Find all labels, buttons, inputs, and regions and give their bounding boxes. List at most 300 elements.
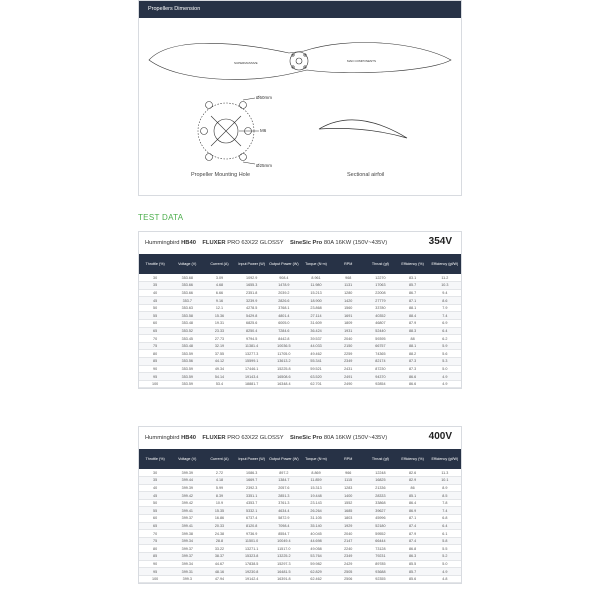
table-cell: 8.961: [300, 274, 332, 282]
table-cell: 38.37: [203, 553, 235, 561]
table-cell: 2491: [332, 373, 364, 381]
table-cell: 2429: [332, 560, 364, 568]
table-cell: 4.18: [203, 477, 235, 485]
table-cell: 3.09: [203, 274, 235, 282]
table-cell: 353.66: [171, 289, 203, 297]
table-cell: 2.72: [203, 469, 235, 477]
table-cell: 8554.7: [268, 530, 300, 538]
table-row: [139, 282, 461, 290]
table-cell: 9.16: [203, 297, 235, 305]
table-cell: 399.31: [171, 568, 203, 576]
table-cell: 39.537: [300, 335, 332, 343]
table-cell: 86.8: [397, 545, 429, 553]
table-cell: 8250.4: [236, 327, 268, 335]
table-cell: 2349: [332, 553, 364, 561]
table-cell: 95: [139, 373, 171, 381]
table-cell: 399.41: [171, 522, 203, 530]
table-cell: 59395: [364, 335, 396, 343]
table-cell: 5.8: [429, 537, 461, 545]
table-row: [139, 320, 461, 328]
caption-brand: Hummingbird: [145, 240, 180, 246]
table-cell: 70: [139, 335, 171, 343]
table-cell: 10049.4: [268, 537, 300, 545]
table-row: [139, 492, 461, 500]
table-cell: 80: [139, 545, 171, 553]
table-cell: 9794.5: [236, 335, 268, 343]
table-cell: 399.34: [171, 560, 203, 568]
table-body: [139, 469, 461, 583]
table-cell: 21336: [364, 484, 396, 492]
table-cell: 5.0: [429, 560, 461, 568]
table-cell: 40.045: [300, 530, 332, 538]
table-cell: 2040: [332, 530, 364, 538]
table-cell: 399.44: [171, 477, 203, 485]
table-cell: 399.37: [171, 545, 203, 553]
table-cell: 87.9: [397, 530, 429, 538]
test-table-354v: [138, 231, 462, 389]
table-cell: 2431: [332, 365, 364, 373]
table-cell: 4801.4: [268, 312, 300, 320]
table-cell: 1283: [332, 484, 364, 492]
table-cell: 50: [139, 304, 171, 312]
table-cell: 11381.4: [236, 342, 268, 350]
table-cell: 7.8: [429, 499, 461, 507]
table-cell: 62.829: [300, 568, 332, 576]
table-cell: 11501.0: [236, 537, 268, 545]
table-cell: 87.9: [397, 320, 429, 328]
table-cell: 353.59: [171, 365, 203, 373]
table-cell: 10.3: [429, 282, 461, 290]
table-cell: 5429.8: [236, 312, 268, 320]
table-row: [139, 358, 461, 366]
table-cell: 60: [139, 515, 171, 523]
table-cell: 87.1: [397, 297, 429, 305]
table-cell: 44.67: [203, 560, 235, 568]
table-cell: 49.34: [203, 365, 235, 373]
data-table: [139, 449, 461, 583]
column-header: Throttle (%): [139, 254, 171, 274]
table-cell: 70: [139, 530, 171, 538]
table-cell: 5.99: [203, 484, 235, 492]
table-cell: 31.609: [300, 320, 332, 328]
table-cell: 1929: [332, 522, 364, 530]
table-cell: 86.7: [397, 289, 429, 297]
table-cell: 85.5: [397, 560, 429, 568]
caption-esc-rest: 80A 16KW (150V~435V): [323, 240, 388, 246]
table-cell: 353.58: [171, 312, 203, 320]
column-header: RPM: [332, 449, 364, 469]
table-cell: 15.35: [203, 507, 235, 515]
table-cell: 1131: [332, 282, 364, 290]
table-cell: 1655.3: [236, 282, 268, 290]
table-cell: 2351.8: [236, 289, 268, 297]
table-cell: 19142.4: [236, 575, 268, 583]
table-cell: 80: [139, 350, 171, 358]
table-cell: 353.56: [171, 358, 203, 366]
table-cell: 4278.5: [236, 304, 268, 312]
table-cell: 6.2: [429, 335, 461, 343]
table-cell: 65: [139, 522, 171, 530]
table-cell: 53.4: [203, 380, 235, 388]
column-header: Voltage (V): [171, 254, 203, 274]
table-cell: 399.37: [171, 515, 203, 523]
table-cell: 1115: [332, 477, 364, 485]
table-cell: 2349: [332, 358, 364, 366]
column-header: RPM: [332, 254, 364, 274]
table-cell: 10036.5: [268, 342, 300, 350]
table-cell: 86: [397, 484, 429, 492]
table-cell: 2147: [332, 537, 364, 545]
table-cell: 88: [397, 335, 429, 343]
caption-prop-bold: FLUXER: [202, 435, 226, 441]
table-cell: 63.520: [300, 373, 332, 381]
table-cell: 19230.8: [236, 568, 268, 576]
table-cell: 87230: [364, 365, 396, 373]
table-row: [139, 530, 461, 538]
table-cell: 48.16: [203, 568, 235, 576]
propellers-dimension-panel: [138, 0, 462, 196]
table-cell: 1384.7: [268, 477, 300, 485]
table-cell: 5.5: [429, 545, 461, 553]
column-header: Throttle (%): [139, 449, 171, 469]
table-cell: 11.2: [429, 274, 461, 282]
table-cell: 353.45: [171, 335, 203, 343]
table-cell: 16481.5: [268, 568, 300, 576]
column-header: Output Power (W): [268, 254, 300, 274]
table-cell: 88.3: [397, 327, 429, 335]
table-row: [139, 515, 461, 523]
caption-prop-rest: PRO 63X22 GLOSSY: [227, 435, 284, 441]
table-cell: 1931: [332, 327, 364, 335]
table-cell: 8.5: [429, 492, 461, 500]
table-cell: 353.59: [171, 380, 203, 388]
table-cell: 15.313: [300, 484, 332, 492]
column-header: Efficiency (%): [397, 254, 429, 274]
table-cell: 55: [139, 312, 171, 320]
table-cell: 4.68: [203, 282, 235, 290]
table-cell: 32.19: [203, 342, 235, 350]
table-cell: 47.94: [203, 575, 235, 583]
table-cell: 10.1: [429, 477, 461, 485]
table-cell: 23.143: [300, 499, 332, 507]
table-cell: 30: [139, 274, 171, 282]
table-cell: 399.39: [171, 484, 203, 492]
table-cell: 88.1: [397, 304, 429, 312]
table-cell: 40352: [364, 312, 396, 320]
table-cell: 399.39: [171, 469, 203, 477]
data-table: [139, 254, 461, 388]
blade-text-right: MAD COMPONENTS: [347, 59, 377, 63]
table-cell: 53.764: [300, 553, 332, 561]
table-cell: 2240: [332, 545, 364, 553]
table-row: [139, 545, 461, 553]
table-cell: 55: [139, 507, 171, 515]
table-row: [139, 537, 461, 545]
table-cell: 27.114: [300, 312, 332, 320]
table-cell: 7098.4: [268, 522, 300, 530]
table-cell: 87.3: [397, 358, 429, 366]
table-cell: 5872.9: [268, 515, 300, 523]
table-cell: 7.4: [429, 312, 461, 320]
table-cell: 2040: [332, 335, 364, 343]
table-cell: 16825: [364, 477, 396, 485]
table-cell: 8.39: [203, 492, 235, 500]
table-cell: 15225.8: [268, 365, 300, 373]
table-cell: 353.66: [171, 282, 203, 290]
table-cell: 87.3: [397, 365, 429, 373]
table-cell: 94370: [364, 373, 396, 381]
column-header: Input Power (W): [236, 449, 268, 469]
caption-brand: Hummingbird: [145, 435, 180, 441]
table-row: [139, 312, 461, 320]
table-row: [139, 484, 461, 492]
table-cell: 3351.1: [236, 492, 268, 500]
sectional-airfoil-label: Sectional airfoil: [347, 172, 385, 178]
table-cell: 82.9: [397, 477, 429, 485]
table-cell: 2150: [332, 342, 364, 350]
column-header: Thrust (gf): [364, 254, 396, 274]
callout-top-diameter: Ø50mm: [256, 95, 273, 100]
column-header: Input Power (W): [236, 254, 268, 274]
table-row: [139, 373, 461, 381]
table-cell: 4.9: [429, 568, 461, 576]
table-cell: 52180: [364, 522, 396, 530]
table-cell: 4.9: [429, 380, 461, 388]
table-cell: 52440: [364, 327, 396, 335]
table-cell: 6.8: [429, 515, 461, 523]
column-header: Output Power (W): [268, 449, 300, 469]
table-cell: 8.869: [300, 469, 332, 477]
table-cell: 399.3: [171, 575, 203, 583]
table-cell: 49.058: [300, 545, 332, 553]
table-cell: 5.6: [429, 350, 461, 358]
table-cell: 6825.6: [236, 320, 268, 328]
table-cell: 5332.1: [236, 507, 268, 515]
table-cell: 45996: [364, 515, 396, 523]
table-cell: 27.73: [203, 335, 235, 343]
table-cell: 86.6: [397, 380, 429, 388]
table-cell: 353.63: [171, 304, 203, 312]
table-cell: 1092.9: [236, 274, 268, 282]
table-cell: 1691: [332, 312, 364, 320]
table-cell: 27779: [364, 297, 396, 305]
table-cell: 12270: [364, 274, 396, 282]
column-header: Efficiency (gf/W): [429, 254, 461, 274]
table-body: [139, 274, 461, 388]
table-cell: 353.48: [171, 320, 203, 328]
table-cell: 11705.0: [268, 350, 300, 358]
table-cell: 966: [332, 469, 364, 477]
table-cell: 13277.3: [236, 350, 268, 358]
table-cell: 85.1: [397, 492, 429, 500]
table-cell: 7.9: [429, 304, 461, 312]
propellers-dimension-header: Propellers Dimension: [139, 1, 461, 18]
table-cell: 86.4: [397, 499, 429, 507]
table-cell: 55.341: [300, 358, 332, 366]
table-cell: 1803: [332, 515, 364, 523]
table-cell: 1669.7: [236, 477, 268, 485]
table-cell: 75: [139, 342, 171, 350]
table-cell: 45: [139, 297, 171, 305]
table-cell: 5.0: [429, 365, 461, 373]
table-cell: 35: [139, 477, 171, 485]
table-cell: 13271.1: [236, 545, 268, 553]
table-cell: 23.868: [300, 304, 332, 312]
table-cell: 1086.3: [236, 469, 268, 477]
table-cell: 100: [139, 380, 171, 388]
table-cell: 5.2: [429, 553, 461, 561]
callout-bottom-diameter: Ø25mm: [256, 163, 273, 168]
table-cell: 28.8: [203, 537, 235, 545]
table-cell: 30: [139, 469, 171, 477]
table-cell: 3768.1: [268, 304, 300, 312]
table-header: [139, 449, 461, 469]
table-cell: 2057.6: [268, 484, 300, 492]
table-cell: 353.59: [171, 373, 203, 381]
table-cell: 11.859: [300, 477, 332, 485]
table-cell: 4.8: [429, 575, 461, 583]
table-cell: 35.140: [300, 522, 332, 530]
table-cell: 90: [139, 365, 171, 373]
sectional-airfoil-shape: [319, 120, 407, 138]
table-cell: 19143.4: [236, 373, 268, 381]
table-cell: 5.9: [429, 342, 461, 350]
table-cell: 87.1: [397, 515, 429, 523]
caption-esc-bold: SineSic Pro: [289, 240, 323, 246]
table-cell: 6737.4: [236, 515, 268, 523]
table-cell: 8442.8: [268, 335, 300, 343]
table-cell: 50: [139, 499, 171, 507]
table-cell: 1280: [332, 289, 364, 297]
table-cell: 24.38: [203, 530, 235, 538]
table-cell: 6.66: [203, 289, 235, 297]
column-header: Thrust (gf): [364, 449, 396, 469]
table-cell: 9736.9: [236, 530, 268, 538]
table-cell: 16508.6: [268, 373, 300, 381]
table-cell: 82174: [364, 358, 396, 366]
table-cell: 87.4: [397, 522, 429, 530]
table-cell: 75: [139, 537, 171, 545]
table-cell: 15323.8: [236, 553, 268, 561]
table-cell: 40: [139, 484, 171, 492]
table-cell: 2392.3: [236, 484, 268, 492]
table-cell: 100: [139, 575, 171, 583]
table-cell: 33780: [364, 304, 396, 312]
table-cell: 90: [139, 560, 171, 568]
table-cell: 16.86: [203, 515, 235, 523]
table-cell: 33.22: [203, 545, 235, 553]
blade-text-left: SUPERMASSIVE: [234, 61, 258, 65]
column-header: Torque (N·m): [300, 449, 332, 469]
table-cell: 8.9: [429, 484, 461, 492]
table-cell: 17446.1: [236, 365, 268, 373]
mounting-hole-label: Propeller Mounting Hole: [191, 172, 251, 178]
table-cell: 2039.2: [268, 289, 300, 297]
table-row: [139, 380, 461, 388]
table-row: [139, 350, 461, 358]
table-cell: 35: [139, 282, 171, 290]
table-cell: 46807: [364, 320, 396, 328]
column-header: Torque (N·m): [300, 254, 332, 274]
table-cell: 85.7: [397, 568, 429, 576]
table-cell: 353.52: [171, 327, 203, 335]
caption-model: HB40: [181, 435, 196, 441]
column-header: Efficiency (%): [397, 449, 429, 469]
column-header: Voltage (V): [171, 449, 203, 469]
table-cell: 8.6: [429, 297, 461, 305]
table-cell: 6.4: [429, 327, 461, 335]
table-cell: 45: [139, 492, 171, 500]
propeller-drawing: [139, 18, 461, 196]
table-cell: 4353.7: [236, 499, 268, 507]
table-cell: 59.521: [300, 365, 332, 373]
table-cell: 20.33: [203, 522, 235, 530]
table-row: [139, 507, 461, 515]
table-cell: 86.9: [397, 507, 429, 515]
table-cell: 93688: [364, 568, 396, 576]
table-cell: 82.6: [397, 469, 429, 477]
table-row: [139, 297, 461, 305]
table-cell: 95: [139, 568, 171, 576]
table-cell: 79231: [364, 553, 396, 561]
table-row: [139, 575, 461, 583]
table-cell: 66757: [364, 342, 396, 350]
table-cell: 13225.2: [268, 553, 300, 561]
table-row: [139, 568, 461, 576]
propeller-blade-outline: [149, 42, 451, 79]
callout-bolt: M6: [260, 128, 267, 133]
table-cell: 15599.1: [236, 358, 268, 366]
table-cell: 11.3: [429, 469, 461, 477]
table-cell: 33868: [364, 499, 396, 507]
table-cell: 1420: [332, 297, 364, 305]
table-cell: 1552: [332, 499, 364, 507]
table-row: [139, 560, 461, 568]
test-table-400v: [138, 426, 462, 584]
table-cell: 8120.8: [236, 522, 268, 530]
table-cell: 4634.4: [268, 507, 300, 515]
table-cell: 908.4: [268, 274, 300, 282]
test-data-title: TEST DATA: [138, 213, 184, 222]
table-cell: 85: [139, 358, 171, 366]
table-cell: 19.448: [300, 492, 332, 500]
caption-voltage: 354V: [428, 236, 452, 247]
table-cell: 6.1: [429, 530, 461, 538]
caption-esc-bold: SineSic Pro: [289, 435, 323, 441]
column-header: Current (A): [203, 449, 235, 469]
table-cell: 15297.3: [268, 560, 300, 568]
table-row: [139, 335, 461, 343]
table-cell: 86.3: [397, 553, 429, 561]
caption-prop-bold: FLUXER: [202, 240, 226, 246]
table-cell: 60: [139, 320, 171, 328]
caption-prop-rest: PRO 63X22 GLOSSY: [227, 240, 284, 246]
table-row: [139, 274, 461, 282]
table-cell: 44.033: [300, 342, 332, 350]
table-cell: 40: [139, 289, 171, 297]
mounting-hole-diagram: [198, 98, 259, 164]
table-cell: 399.41: [171, 507, 203, 515]
table-cell: 74365: [364, 350, 396, 358]
table-cell: 44.698: [300, 537, 332, 545]
table-cell: 73128: [364, 545, 396, 553]
caption-model: HB40: [181, 240, 196, 246]
table-cell: 6.9: [429, 320, 461, 328]
table-cell: 44.12: [203, 358, 235, 366]
table-cell: 353.68: [171, 274, 203, 282]
table-cell: 85: [139, 553, 171, 561]
table-cell: 19.31: [203, 320, 235, 328]
